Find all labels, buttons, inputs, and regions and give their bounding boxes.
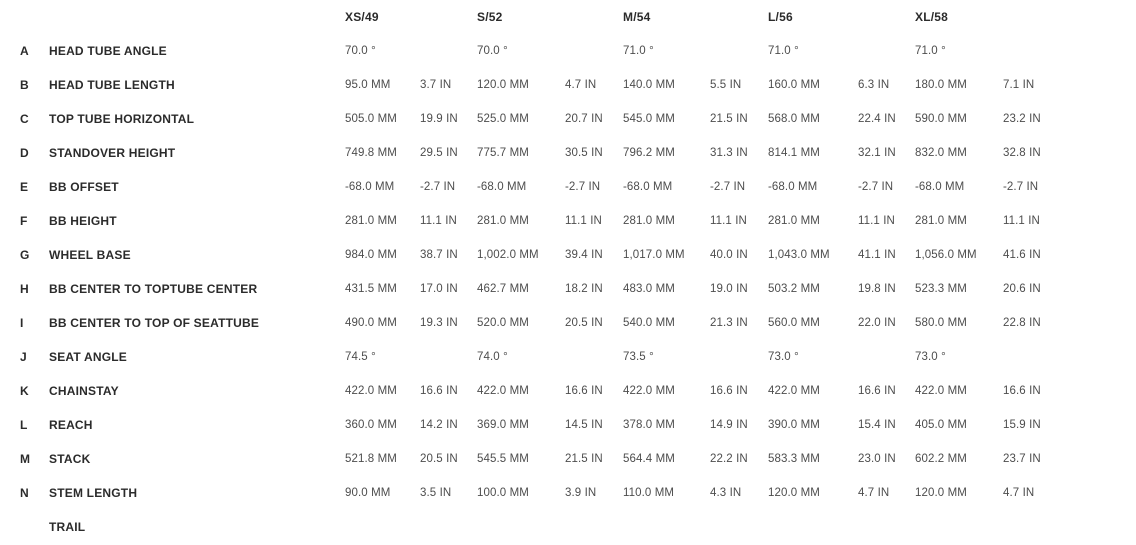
value-mm: 378.0 MM xyxy=(623,419,675,431)
table-row xyxy=(20,476,1136,510)
value-in: -2.7 IN xyxy=(858,181,894,193)
value-in: 7.1 IN xyxy=(1003,79,1035,91)
value-mm: -68.0 MM xyxy=(345,181,395,193)
value-in: 14.5 IN xyxy=(565,419,603,431)
value-in: 16.6 IN xyxy=(858,385,896,397)
value-mm: 120.0 MM xyxy=(477,79,529,91)
table-row xyxy=(20,136,1136,170)
value-mm: 160.0 MM xyxy=(768,79,820,91)
value-in: 18.2 IN xyxy=(565,283,603,295)
row-letter: K xyxy=(20,384,29,398)
value-in: 5.5 IN xyxy=(710,79,742,91)
value-in: 19.9 IN xyxy=(420,113,458,125)
row-letter: B xyxy=(20,78,29,92)
table-row xyxy=(20,34,1136,68)
value-in: 19.0 IN xyxy=(710,283,748,295)
table-row xyxy=(20,170,1136,204)
value-in: 16.6 IN xyxy=(565,385,603,397)
value-mm: 545.5 MM xyxy=(477,453,529,465)
value-in: 3.9 IN xyxy=(565,487,597,499)
row-label: STEM LENGTH xyxy=(49,486,138,500)
value-in: 31.3 IN xyxy=(710,147,748,159)
row-label: STACK xyxy=(49,452,91,466)
value-mm: 568.0 MM xyxy=(768,113,820,125)
value-mm: 422.0 MM xyxy=(623,385,675,397)
value-in: 4.7 IN xyxy=(1003,487,1035,499)
row-letter: A xyxy=(20,44,29,58)
value-mm: -68.0 MM xyxy=(915,181,965,193)
row-letter: G xyxy=(20,248,30,262)
value-in: 4.7 IN xyxy=(858,487,890,499)
value-in: 23.0 IN xyxy=(858,453,896,465)
row-label: BB OFFSET xyxy=(49,180,119,194)
value-mm: 462.7 MM xyxy=(477,283,529,295)
value-in: 16.6 IN xyxy=(710,385,748,397)
value-mm: -68.0 MM xyxy=(768,181,818,193)
row-label: WHEEL BASE xyxy=(49,248,131,262)
value-in: 3.7 IN xyxy=(420,79,452,91)
value-mm: 110.0 MM xyxy=(623,487,675,499)
row-letter: H xyxy=(20,282,29,296)
value-mm: 422.0 MM xyxy=(477,385,529,397)
value-mm: 180.0 MM xyxy=(915,79,967,91)
value-mm: 71.0 ° xyxy=(915,45,946,57)
value-mm: 95.0 MM xyxy=(345,79,391,91)
value-mm: 540.0 MM xyxy=(623,317,675,329)
row-letter: J xyxy=(20,350,27,364)
value-in: 40.0 IN xyxy=(710,249,748,261)
table-row xyxy=(20,238,1136,272)
value-in: 21.3 IN xyxy=(710,317,748,329)
value-mm: 1,056.0 MM xyxy=(915,249,977,261)
value-in: 11.1 IN xyxy=(1003,215,1040,227)
value-mm: 70.0 ° xyxy=(477,45,508,57)
row-letter: E xyxy=(20,180,29,194)
value-in: 16.6 IN xyxy=(1003,385,1041,397)
value-in: 11.1 IN xyxy=(858,215,895,227)
row-label: CHAINSTAY xyxy=(49,384,119,398)
size-header-xl: XL/58 xyxy=(915,10,949,24)
row-label: TRAIL xyxy=(49,520,86,534)
value-mm: 1,043.0 MM xyxy=(768,249,830,261)
row-label: HEAD TUBE LENGTH xyxy=(49,78,175,92)
size-header-l: L/56 xyxy=(768,10,793,24)
value-mm: 545.0 MM xyxy=(623,113,675,125)
size-header-s: S/52 xyxy=(477,10,503,24)
value-mm: 505.0 MM xyxy=(345,113,397,125)
value-in: 22.0 IN xyxy=(858,317,896,329)
value-mm: 583.3 MM xyxy=(768,453,820,465)
row-label: BB CENTER TO TOPTUBE CENTER xyxy=(49,282,258,296)
value-mm: 523.3 MM xyxy=(915,283,967,295)
value-mm: 422.0 MM xyxy=(915,385,967,397)
value-mm: 1,002.0 MM xyxy=(477,249,539,261)
table-row xyxy=(20,204,1136,238)
value-in: -2.7 IN xyxy=(420,181,456,193)
table-row xyxy=(20,374,1136,408)
value-mm: 560.0 MM xyxy=(768,317,820,329)
value-in: 16.6 IN xyxy=(420,385,458,397)
value-in: 15.4 IN xyxy=(858,419,896,431)
table-row xyxy=(20,510,1136,544)
value-in: 22.2 IN xyxy=(710,453,748,465)
value-mm: 100.0 MM xyxy=(477,487,529,499)
row-letter: L xyxy=(20,418,28,432)
value-in: 17.0 IN xyxy=(420,283,458,295)
row-label: STANDOVER HEIGHT xyxy=(49,146,176,160)
value-mm: 390.0 MM xyxy=(768,419,820,431)
value-in: 20.7 IN xyxy=(565,113,603,125)
value-mm: 580.0 MM xyxy=(915,317,967,329)
value-mm: 490.0 MM xyxy=(345,317,397,329)
value-in: 21.5 IN xyxy=(565,453,603,465)
value-mm: 360.0 MM xyxy=(345,419,397,431)
row-label: REACH xyxy=(49,418,93,432)
table-body xyxy=(20,34,1136,544)
value-mm: 140.0 MM xyxy=(623,79,675,91)
value-mm: 281.0 MM xyxy=(915,215,967,227)
value-mm: 73.0 ° xyxy=(915,351,946,363)
value-in: 15.9 IN xyxy=(1003,419,1041,431)
row-label: HEAD TUBE ANGLE xyxy=(49,44,167,58)
value-in: 22.4 IN xyxy=(858,113,896,125)
value-mm: 775.7 MM xyxy=(477,147,529,159)
value-mm: 281.0 MM xyxy=(477,215,529,227)
value-in: 32.8 IN xyxy=(1003,147,1041,159)
value-in: 20.5 IN xyxy=(420,453,458,465)
size-header-xs: XS/49 xyxy=(345,10,379,24)
table-row xyxy=(20,340,1136,374)
value-in: 11.1 IN xyxy=(420,215,457,227)
value-mm: 431.5 MM xyxy=(345,283,397,295)
value-in: 3.5 IN xyxy=(420,487,452,499)
value-in: 38.7 IN xyxy=(420,249,458,261)
value-mm: 281.0 MM xyxy=(768,215,820,227)
value-mm: 1,017.0 MM xyxy=(623,249,685,261)
value-mm: 520.0 MM xyxy=(477,317,529,329)
value-mm: 984.0 MM xyxy=(345,249,397,261)
value-mm: 564.4 MM xyxy=(623,453,675,465)
row-label: BB CENTER TO TOP OF SEATTUBE xyxy=(49,316,260,330)
value-in: 19.3 IN xyxy=(420,317,458,329)
value-in: 19.8 IN xyxy=(858,283,896,295)
value-in: 41.1 IN xyxy=(858,249,896,261)
value-in: 20.6 IN xyxy=(1003,283,1041,295)
table-row xyxy=(20,306,1136,340)
value-mm: 73.0 ° xyxy=(768,351,799,363)
row-letter: F xyxy=(20,214,28,228)
row-letter: D xyxy=(20,146,29,160)
table-row xyxy=(20,408,1136,442)
size-header-m: M/54 xyxy=(623,10,651,24)
value-mm: 483.0 MM xyxy=(623,283,675,295)
value-mm: 71.0 ° xyxy=(623,45,654,57)
value-mm: 74.0 ° xyxy=(477,351,508,363)
value-in: 22.8 IN xyxy=(1003,317,1041,329)
value-in: 4.7 IN xyxy=(565,79,597,91)
value-in: -2.7 IN xyxy=(710,181,746,193)
value-in: 23.7 IN xyxy=(1003,453,1041,465)
value-in: 20.5 IN xyxy=(565,317,603,329)
value-in: 32.1 IN xyxy=(858,147,896,159)
value-mm: 814.1 MM xyxy=(768,147,820,159)
value-mm: 90.0 MM xyxy=(345,487,391,499)
value-mm: 521.8 MM xyxy=(345,453,397,465)
value-mm: 796.2 MM xyxy=(623,147,675,159)
row-label: BB HEIGHT xyxy=(49,214,117,228)
value-mm: 120.0 MM xyxy=(915,487,967,499)
value-mm: 525.0 MM xyxy=(477,113,529,125)
value-in: 4.3 IN xyxy=(710,487,742,499)
value-mm: 749.8 MM xyxy=(345,147,397,159)
value-in: 21.5 IN xyxy=(710,113,748,125)
value-mm: -68.0 MM xyxy=(477,181,527,193)
value-mm: 120.0 MM xyxy=(768,487,820,499)
row-letter: N xyxy=(20,486,29,500)
value-mm: 70.0 ° xyxy=(345,45,376,57)
row-letter: I xyxy=(20,316,24,330)
value-mm: 369.0 MM xyxy=(477,419,529,431)
value-mm: 422.0 MM xyxy=(768,385,820,397)
value-in: 39.4 IN xyxy=(565,249,603,261)
value-in: 14.9 IN xyxy=(710,419,748,431)
row-letter: C xyxy=(20,112,29,126)
row-label: TOP TUBE HORIZONTAL xyxy=(49,112,195,126)
table-row xyxy=(20,442,1136,476)
value-mm: 503.2 MM xyxy=(768,283,820,295)
value-mm: 281.0 MM xyxy=(623,215,675,227)
value-mm: 281.0 MM xyxy=(345,215,397,227)
value-mm: 832.0 MM xyxy=(915,147,967,159)
value-mm: 405.0 MM xyxy=(915,419,967,431)
value-in: 41.6 IN xyxy=(1003,249,1041,261)
table-row xyxy=(20,272,1136,306)
value-in: 11.1 IN xyxy=(710,215,747,227)
value-in: 23.2 IN xyxy=(1003,113,1041,125)
value-mm: 422.0 MM xyxy=(345,385,397,397)
value-in: 11.1 IN xyxy=(565,215,602,227)
value-mm: 73.5 ° xyxy=(623,351,654,363)
value-mm: 602.2 MM xyxy=(915,453,967,465)
row-letter: M xyxy=(20,452,31,466)
value-mm: -68.0 MM xyxy=(623,181,673,193)
value-in: -2.7 IN xyxy=(565,181,601,193)
value-in: -2.7 IN xyxy=(1003,181,1039,193)
value-in: 6.3 IN xyxy=(858,79,890,91)
value-in: 29.5 IN xyxy=(420,147,458,159)
row-label: SEAT ANGLE xyxy=(49,350,128,364)
value-mm: 74.5 ° xyxy=(345,351,376,363)
value-mm: 71.0 ° xyxy=(768,45,799,57)
value-in: 30.5 IN xyxy=(565,147,603,159)
value-in: 14.2 IN xyxy=(420,419,458,431)
table-row xyxy=(20,102,1136,136)
value-mm: 590.0 MM xyxy=(915,113,967,125)
table-row xyxy=(20,68,1136,102)
table-header xyxy=(20,0,1136,34)
